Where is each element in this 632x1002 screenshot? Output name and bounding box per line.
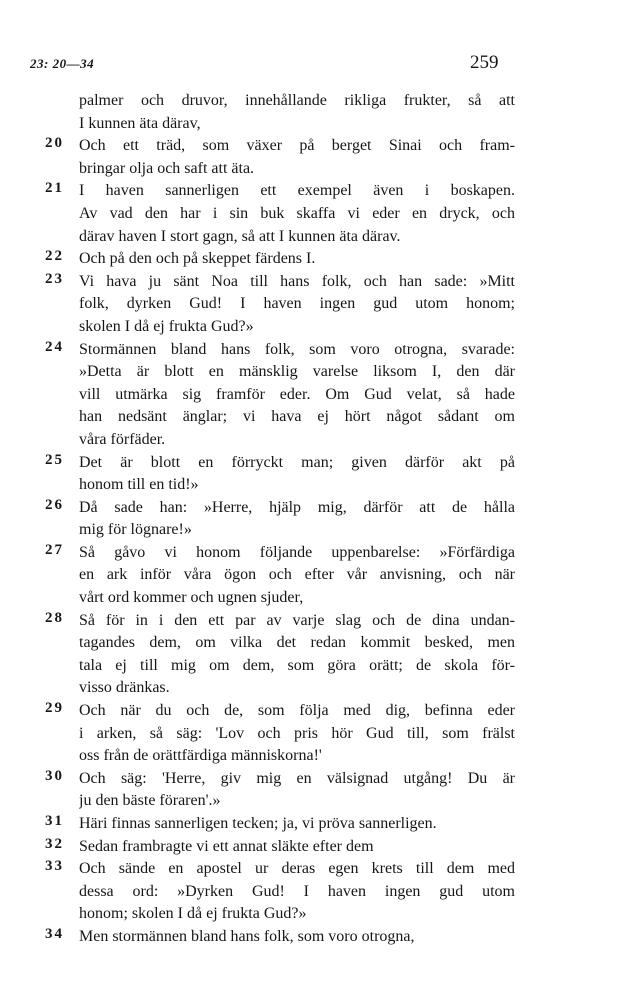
verse-line: dessa ord: »Dyrken Gud! I haven ingen gud utom — [79, 882, 515, 900]
verse-number: 26 — [45, 496, 64, 513]
verse-line: palmer och druvor, innehållande rikliga frukter, så att — [79, 92, 515, 109]
verse-line: I haven sannerligen ett exempel även i boskapen. — [79, 182, 515, 200]
verse-line: Sedan frambragte vi ett annat släkte efter dem — [79, 837, 374, 855]
verse — [45, 813, 515, 836]
verse-text-body — [45, 90, 515, 949]
verse-line: tala ej till mig om dem, som göra orätt; de skola för- — [79, 656, 515, 674]
verse-number: 21 — [45, 180, 64, 197]
verse-line: Men stormännen bland hans folk, som voro otrogna, — [79, 927, 415, 945]
verse-line: »Detta är blott en mänsklig varelse liksom I, den där — [79, 363, 515, 381]
verse-number: 31 — [45, 813, 64, 829]
page-header — [30, 50, 546, 80]
verse-line: visso dränkas. — [79, 679, 170, 697]
verse — [45, 248, 515, 271]
verse-line: skolen I då ej frukta Gud?» — [79, 317, 254, 335]
verse-line: Och ett träd, som växer på berget Sinai och fram- — [79, 137, 515, 155]
verse-line: Och säg: 'Herre, giv mig en välsignad utgång! Du är — [79, 769, 515, 787]
verse — [45, 452, 515, 497]
verse-line: Så gåvo vi honom följande uppenbarelse: »Förfärdiga — [79, 543, 515, 561]
verse-line: mig för lögnare!» — [79, 521, 192, 539]
verse-number: 22 — [45, 248, 64, 265]
verse-line: Vi hava ju sänt Noa till hans folk, och han sade: »Mitt — [79, 272, 515, 290]
verse-line: i arken, så säg: 'Lov och pris hör Gud till, som frälst — [79, 724, 515, 742]
verse-number: 27 — [45, 541, 64, 558]
verse-number: 29 — [45, 700, 64, 717]
verse — [45, 926, 515, 949]
verse-line: honom; skolen I då ej frukta Gud?» — [79, 905, 307, 923]
verse-line: ju den bäste föraren'.» — [79, 792, 221, 810]
verse-line: Stormännen bland hans folk, som voro otrogna, svarade: — [79, 340, 515, 358]
verse-number: 24 — [45, 338, 64, 355]
verse — [45, 135, 515, 180]
verse-line: därav haven I stort gagn, så att I kunnen äta därav. — [79, 227, 401, 245]
verse — [45, 700, 515, 768]
verse-number: 20 — [45, 135, 64, 152]
verse — [45, 542, 515, 610]
verse-line: Och på den och på skeppet färdens I. — [79, 250, 316, 268]
verse — [45, 497, 515, 542]
verse-line: tagandes dem, om vilka det redan kommit besked, men — [79, 634, 515, 652]
verse-number: 32 — [45, 835, 64, 852]
verse-line: våra förfäder. — [79, 430, 166, 448]
chapter-reference: 23: 20—34 — [30, 56, 95, 71]
verse-line: oss från de orättfärdiga människorna!' — [79, 747, 322, 765]
verse-number: 25 — [45, 451, 64, 468]
verse-line: Det är blott en förryckt man; given därför akt på — [79, 453, 515, 471]
verse-line: folk, dyrken Gud! I haven ingen gud utom honom; — [79, 295, 515, 313]
verse — [45, 271, 515, 339]
verse-line: honom till en tid!» — [79, 476, 199, 494]
verse-line: Och när du och de, som följa med dig, befinna eder — [79, 702, 515, 720]
verse-line: I kunnen äta därav, — [79, 114, 201, 132]
verse — [45, 836, 515, 859]
verse-line: Så för in i den ett par av varje slag och de dina undan- — [79, 611, 515, 629]
verse-line: Häri finnas sannerligen tecken; ja, vi pröva sannerligen. — [79, 815, 437, 832]
verse-line: vårt ord kommer och ugnen sjuder, — [79, 589, 304, 607]
verse — [45, 768, 515, 813]
verse — [45, 180, 515, 248]
verse-number: 28 — [45, 609, 64, 626]
verse — [45, 90, 515, 135]
verse-line: en ark inför våra ögon och efter vår anvisning, och när — [79, 566, 515, 584]
verse — [45, 610, 515, 700]
verse-line: Då sade han: »Herre, hjälp mig, därför att de hålla — [79, 498, 515, 516]
page-number: 259 — [470, 52, 499, 73]
verse-number: 30 — [45, 767, 64, 784]
verse-number: 33 — [45, 858, 64, 875]
verse — [45, 339, 515, 452]
verse — [45, 858, 515, 926]
verse-number: 23 — [45, 270, 64, 287]
verse-number: 34 — [45, 925, 64, 942]
verse-line: vill utmärka sig framför eder. Om Gud velat, så hade — [79, 385, 515, 403]
verse-line: Av vad den har i sin buk skaffa vi eder en dryck, och — [79, 204, 515, 222]
verse-line: bringar olja och saft att äta. — [79, 159, 255, 177]
verse-line: Och sände en apostel ur deras egen krets till dem med — [79, 860, 515, 878]
verse-line: han nedsänt änglar; vi hava ej hört något sådant om — [79, 408, 515, 426]
